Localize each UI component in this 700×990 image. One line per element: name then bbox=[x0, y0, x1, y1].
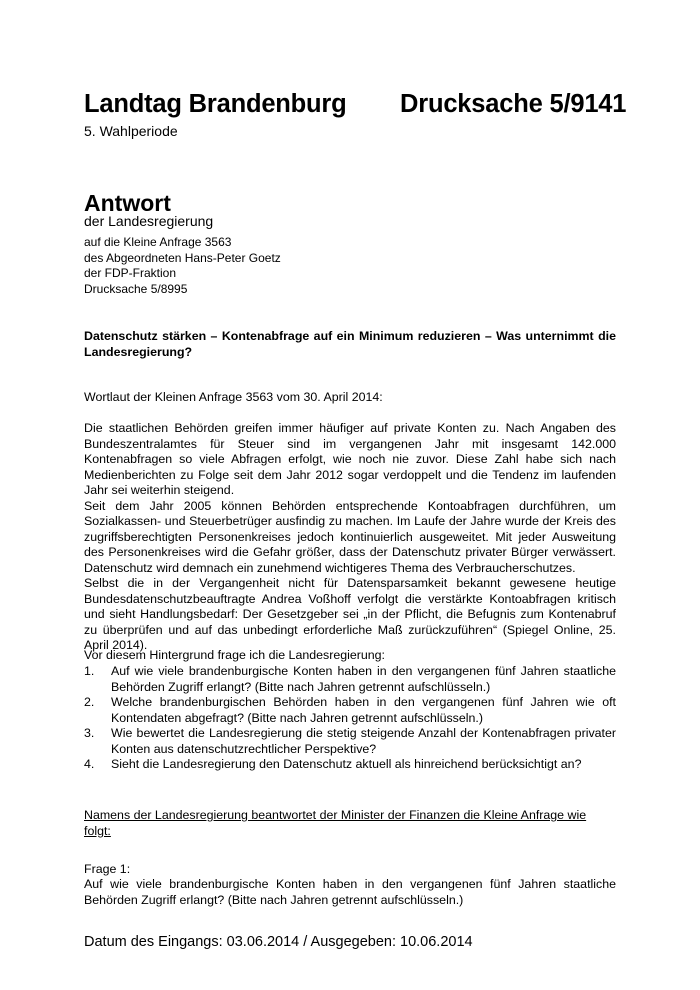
list-item bbox=[84, 757, 616, 773]
document-title: Antwort bbox=[84, 190, 171, 216]
list-item bbox=[84, 664, 616, 695]
question-restated: Auf wie viele brandenburgische Konten haben in den vergangenen fünf Jahren staatliche Behörden Zugriff erlangt? (Bitte nach Jahren getrennt aufschlüsseln.) bbox=[84, 877, 616, 907]
question-list bbox=[84, 664, 616, 773]
question-number: 1. bbox=[84, 664, 95, 678]
inquiry-text bbox=[84, 421, 616, 654]
document-meta bbox=[84, 235, 281, 297]
paragraph: Selbst die in der Vergangenheit nicht für Datensparsamkeit bekannt gewesene heutige Bundesdatenschutzbeauftragte Andrea Voßhoff verfolgt die verstärkte Kontoabfragen kritisch und sieht Handlungsbedarf: Der Gesetzgeber sei „in der Pflicht, die Befugnis zum Kontenabruf zu überprüfen und auf das unbedingt erforderliche Maß zurückzuführen“ (Spiegel Online, 25. April 2014). bbox=[84, 576, 616, 652]
inquiry-lead: Wortlaut der Kleinen Anfrage 3563 vom 30. April 2014: bbox=[84, 390, 383, 404]
paragraph: Die staatlichen Behörden greifen immer häufiger auf private Konten zu. Nach Angaben des Bundeszentralamtes für Steuer sind im vergangenen Jahr mit insgesamt 142.000 Kontenabfragen so viele Abfragen erfolgt, wie noch nie zuvor. Diese Zahl habe sich nach Medienberichten zu Folge seit dem Jahr 2012 sogar verdoppelt und die Tendenz im laufenden Jahr sei weiterhin steigend. bbox=[84, 421, 616, 497]
parliament-name: Landtag Brandenburg bbox=[84, 90, 347, 118]
question-text: Auf wie viele brandenburgische Konten haben in den vergangenen fünf Jahren staatliche Behörden Zugriff erlangt? (Bitte nach Jahren getrennt aufschlüsseln.) bbox=[111, 664, 616, 694]
list-item bbox=[84, 726, 616, 757]
document-subtitle: der Landesregierung bbox=[84, 213, 214, 229]
question-text: Welche brandenburgischen Behörden haben in den vergangenen fünf Jahren wie oft Kontendaten abgefragt? (Bitte nach Jahren getrennt aufschlüsseln.) bbox=[111, 695, 616, 725]
meta-line: des Abgeordneten Hans-Peter Goetz bbox=[84, 250, 281, 265]
subject-heading: Datenschutz stärken – Kontenabfrage auf ein Minimum reduzieren – Was unternimmt die Landesregierung? bbox=[84, 329, 616, 359]
questions-intro: Vor diesem Hintergrund frage ich die Landesregierung: bbox=[84, 648, 385, 662]
answer-intro: Namens der Landesregierung beantwortet der Minister der Finanzen die Kleine Anfrage wie folgt: bbox=[84, 808, 587, 838]
meta-line: Drucksache 5/8995 bbox=[84, 281, 188, 296]
list-item bbox=[84, 695, 616, 726]
question-text: Sieht die Landesregierung den Datenschutz aktuell als hinreichend berücksichtigt an? bbox=[111, 757, 582, 771]
footer-dates: Datum des Eingangs: 03.06.2014 / Ausgegeben: 10.06.2014 bbox=[84, 934, 473, 950]
question-number: 4. bbox=[84, 757, 95, 771]
question-text: Wie bewertet die Landesregierung die stetig steigende Anzahl der Kontenabfragen privater Konten aus datenschutzrechtlicher Perspektive? bbox=[111, 726, 616, 756]
meta-line: auf die Kleine Anfrage 3563 bbox=[84, 235, 232, 249]
meta-line: der FDP-Fraktion bbox=[84, 266, 177, 280]
paragraph: Seit dem Jahr 2005 können Behörden entsprechende Kontoabfragen durchführen, um Sozialkassen- und Steuerbetrüger ausfindig zu machen. Im Laufe der Jahre wurde der Kreis des zugriffsberechtigten Personenkreises jedoch kontinuierlich ausgeweitet. Mit jeder Ausweitung des Personenkreises wird die Gefahr größer, dass der Datenschutz privater Bürger verwässert. Datenschutz wird demnach ein zunehmend wichtigeres Thema des Verbraucherschutzes. bbox=[84, 498, 616, 575]
question-number: 3. bbox=[84, 726, 95, 740]
legislative-period: 5. Wahlperiode bbox=[84, 123, 178, 139]
question-number: 2. bbox=[84, 695, 95, 709]
question-label: Frage 1: bbox=[84, 862, 131, 876]
document-number: Drucksache 5/9141 bbox=[400, 90, 627, 118]
